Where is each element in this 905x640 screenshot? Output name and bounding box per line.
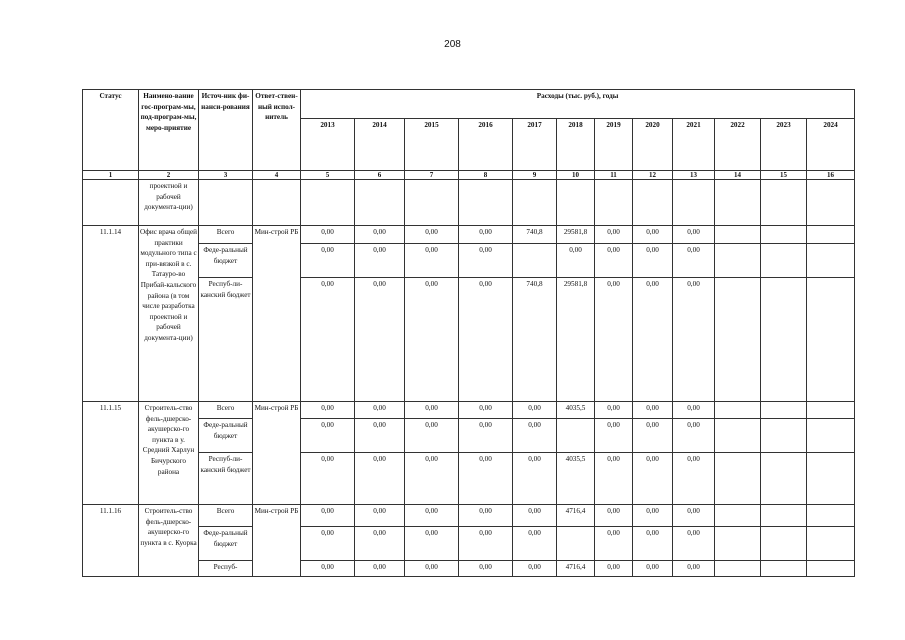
header-year: 2019 [595, 119, 633, 171]
expense-value: 0,00 [459, 402, 513, 419]
expense-value [761, 561, 807, 577]
expense-value: 4716,4 [557, 505, 595, 527]
expense-value [715, 527, 761, 561]
header-year: 2013 [301, 119, 355, 171]
expense-value: 0,00 [301, 453, 355, 505]
expense-value: 0,00 [595, 453, 633, 505]
expense-value: 0,00 [673, 561, 715, 577]
expense-value: 0,00 [459, 527, 513, 561]
expense-value [807, 453, 855, 505]
expense-value: 0,00 [595, 419, 633, 453]
expense-value [715, 453, 761, 505]
expense-value [807, 278, 855, 402]
column-number: 14 [715, 171, 761, 180]
expense-value: 0,00 [405, 278, 459, 402]
executor: Мин-строй РБ [253, 226, 301, 402]
expense-value: 4035,5 [557, 402, 595, 419]
continuation-row [83, 180, 855, 226]
header-expenses: Расходы (тыс. руб.), годы [301, 90, 855, 119]
expense-value: 740,8 [513, 226, 557, 244]
expense-value: 29581,8 [557, 226, 595, 244]
expense-value: 0,00 [459, 278, 513, 402]
table-row [83, 226, 855, 244]
expense-value: 0,00 [355, 278, 405, 402]
expense-value [761, 453, 807, 505]
expense-value [807, 402, 855, 419]
expense-value: 0,00 [673, 244, 715, 278]
expense-value [807, 527, 855, 561]
item-name: Строитель-ство фель-дшерско-акушерско-го пункта в с. Куорка [139, 505, 199, 577]
expense-value: 0,00 [633, 527, 673, 561]
header-year: 2023 [761, 119, 807, 171]
column-number: 2 [139, 171, 199, 180]
expense-value: 0,00 [633, 419, 673, 453]
expense-value: 0,00 [673, 527, 715, 561]
funding-source: Респуб-ли-канский бюджет [199, 278, 253, 402]
header-year: 2016 [459, 119, 513, 171]
expense-value [761, 527, 807, 561]
column-number: 16 [807, 171, 855, 180]
table-row [83, 527, 855, 561]
expense-value: 0,00 [459, 419, 513, 453]
expense-value: 0,00 [355, 453, 405, 505]
funding-source: Всего [199, 505, 253, 527]
expense-value: 0,00 [301, 402, 355, 419]
expense-value: 0,00 [595, 278, 633, 402]
expense-value: 0,00 [595, 505, 633, 527]
header-executor: Ответ-ствен-ный испол-нитель [253, 90, 301, 171]
expense-value: 0,00 [513, 453, 557, 505]
item-code: 11.1.15 [83, 402, 139, 505]
expense-value [761, 244, 807, 278]
header-year: 2020 [633, 119, 673, 171]
expense-value: 0,00 [557, 244, 595, 278]
expense-value [715, 419, 761, 453]
header-year: 2024 [807, 119, 855, 171]
expense-value: 0,00 [595, 561, 633, 577]
expense-value: 0,00 [459, 226, 513, 244]
expense-value: 0,00 [405, 527, 459, 561]
column-number: 8 [459, 171, 513, 180]
expense-value: 4035,5 [557, 453, 595, 505]
header-year: 2017 [513, 119, 557, 171]
expense-value: 0,00 [595, 402, 633, 419]
expense-value: 0,00 [405, 244, 459, 278]
expense-value: 0,00 [673, 419, 715, 453]
expense-value [807, 244, 855, 278]
expense-value [807, 226, 855, 244]
table-row [83, 244, 855, 278]
expense-value: 0,00 [595, 527, 633, 561]
expense-value [807, 561, 855, 577]
expense-value: 0,00 [513, 505, 557, 527]
expense-value: 0,00 [513, 527, 557, 561]
table-row [83, 453, 855, 505]
expense-value: 0,00 [301, 226, 355, 244]
header-funding-source: Источ-ник фи-нанси-рования [199, 90, 253, 171]
header-status: Статус [83, 90, 139, 171]
expense-value: 0,00 [301, 244, 355, 278]
header-year: 2021 [673, 119, 715, 171]
expense-value: 0,00 [301, 561, 355, 577]
expense-value [557, 527, 595, 561]
expense-value: 0,00 [405, 505, 459, 527]
item-code: 11.1.14 [83, 226, 139, 402]
expense-value: 0,00 [355, 527, 405, 561]
funding-source: Всего [199, 226, 253, 244]
expense-value [807, 419, 855, 453]
table-row [83, 402, 855, 419]
funding-source: Всего [199, 402, 253, 419]
page-number: 208 [444, 39, 461, 50]
expense-value [715, 402, 761, 419]
header-program-name: Наимено-вание гос-програм-мы, под-програм-мы, меро-приятие [139, 90, 199, 171]
expense-value: 0,00 [595, 244, 633, 278]
expense-value: 0,00 [633, 244, 673, 278]
expense-value: 29581,8 [557, 278, 595, 402]
item-name: Офис врача общей практики модульного типа с при-вязкой в с. Татауро-во Прибай-кальского района (в том числе разработка проектной и рабочей документа-ции) [139, 226, 199, 402]
expense-value [761, 402, 807, 419]
header-year: 2018 [557, 119, 595, 171]
expense-value: 0,00 [355, 561, 405, 577]
column-number: 5 [301, 171, 355, 180]
expense-value: 0,00 [405, 419, 459, 453]
funding-source: Респуб- [199, 561, 253, 577]
column-number: 7 [405, 171, 459, 180]
expense-value: 0,00 [355, 244, 405, 278]
continuation-code [83, 180, 139, 226]
expense-value [761, 505, 807, 527]
expense-value [715, 278, 761, 402]
expense-value [761, 419, 807, 453]
column-number: 4 [253, 171, 301, 180]
funding-source: Феде-ральный бюджет [199, 419, 253, 453]
expense-value: 0,00 [301, 527, 355, 561]
expense-value: 0,00 [459, 244, 513, 278]
expense-value [761, 226, 807, 244]
expense-value: 0,00 [459, 505, 513, 527]
item-code: 11.1.16 [83, 505, 139, 577]
expense-value: 4716,4 [557, 561, 595, 577]
header-year: 2015 [405, 119, 459, 171]
expense-value [715, 505, 761, 527]
expense-value: 0,00 [633, 505, 673, 527]
column-number: 13 [673, 171, 715, 180]
expense-value: 0,00 [673, 278, 715, 402]
expense-value: 0,00 [633, 561, 673, 577]
expense-value: 0,00 [301, 505, 355, 527]
table-row [83, 505, 855, 527]
expense-value: 0,00 [673, 453, 715, 505]
expense-value: 0,00 [459, 561, 513, 577]
expense-value: 0,00 [355, 402, 405, 419]
column-number: 6 [355, 171, 405, 180]
column-number: 12 [633, 171, 673, 180]
expense-value: 0,00 [633, 226, 673, 244]
funding-source: Феде-ральный бюджет [199, 244, 253, 278]
executor: Мин-строй РБ [253, 505, 301, 577]
expense-value [513, 244, 557, 278]
expense-value: 0,00 [405, 226, 459, 244]
continuation-name: проектной и рабочей документа-ции) [139, 180, 199, 226]
expense-value [557, 419, 595, 453]
funding-source: Феде-ральный бюджет [199, 527, 253, 561]
column-number: 9 [513, 171, 557, 180]
expense-value: 0,00 [513, 419, 557, 453]
expense-value: 0,00 [405, 402, 459, 419]
expense-value: 0,00 [513, 402, 557, 419]
expense-value [807, 505, 855, 527]
expense-value: 0,00 [673, 402, 715, 419]
expense-value: 0,00 [355, 419, 405, 453]
expense-value: 0,00 [355, 226, 405, 244]
expense-value: 0,00 [633, 453, 673, 505]
executor: Мин-строй РБ [253, 402, 301, 505]
expense-value [715, 244, 761, 278]
column-number: 3 [199, 171, 253, 180]
column-number: 1 [83, 171, 139, 180]
column-number: 10 [557, 171, 595, 180]
header-year: 2022 [715, 119, 761, 171]
funding-source: Респуб-ли-канский бюджет [199, 453, 253, 505]
budget-table [82, 89, 855, 577]
expense-value [715, 561, 761, 577]
expense-value: 0,00 [513, 561, 557, 577]
expense-value: 0,00 [301, 278, 355, 402]
expense-value: 0,00 [673, 505, 715, 527]
table-row [83, 561, 855, 577]
item-name: Строитель-ство фель-дшерско-акушерско-го пункта в у. Средний Харлун Бичурского района [139, 402, 199, 505]
header-year: 2014 [355, 119, 405, 171]
column-number: 15 [761, 171, 807, 180]
expense-value: 0,00 [673, 226, 715, 244]
expense-value: 0,00 [633, 402, 673, 419]
expense-value: 0,00 [405, 453, 459, 505]
expense-value [761, 278, 807, 402]
expense-value: 0,00 [459, 453, 513, 505]
expense-value: 0,00 [405, 561, 459, 577]
table-row [83, 419, 855, 453]
expense-value: 0,00 [355, 505, 405, 527]
column-number: 11 [595, 171, 633, 180]
expense-value: 0,00 [595, 226, 633, 244]
expense-value: 0,00 [633, 278, 673, 402]
expense-value [715, 226, 761, 244]
table-row [83, 278, 855, 402]
expense-value: 0,00 [301, 419, 355, 453]
expense-value: 740,8 [513, 278, 557, 402]
